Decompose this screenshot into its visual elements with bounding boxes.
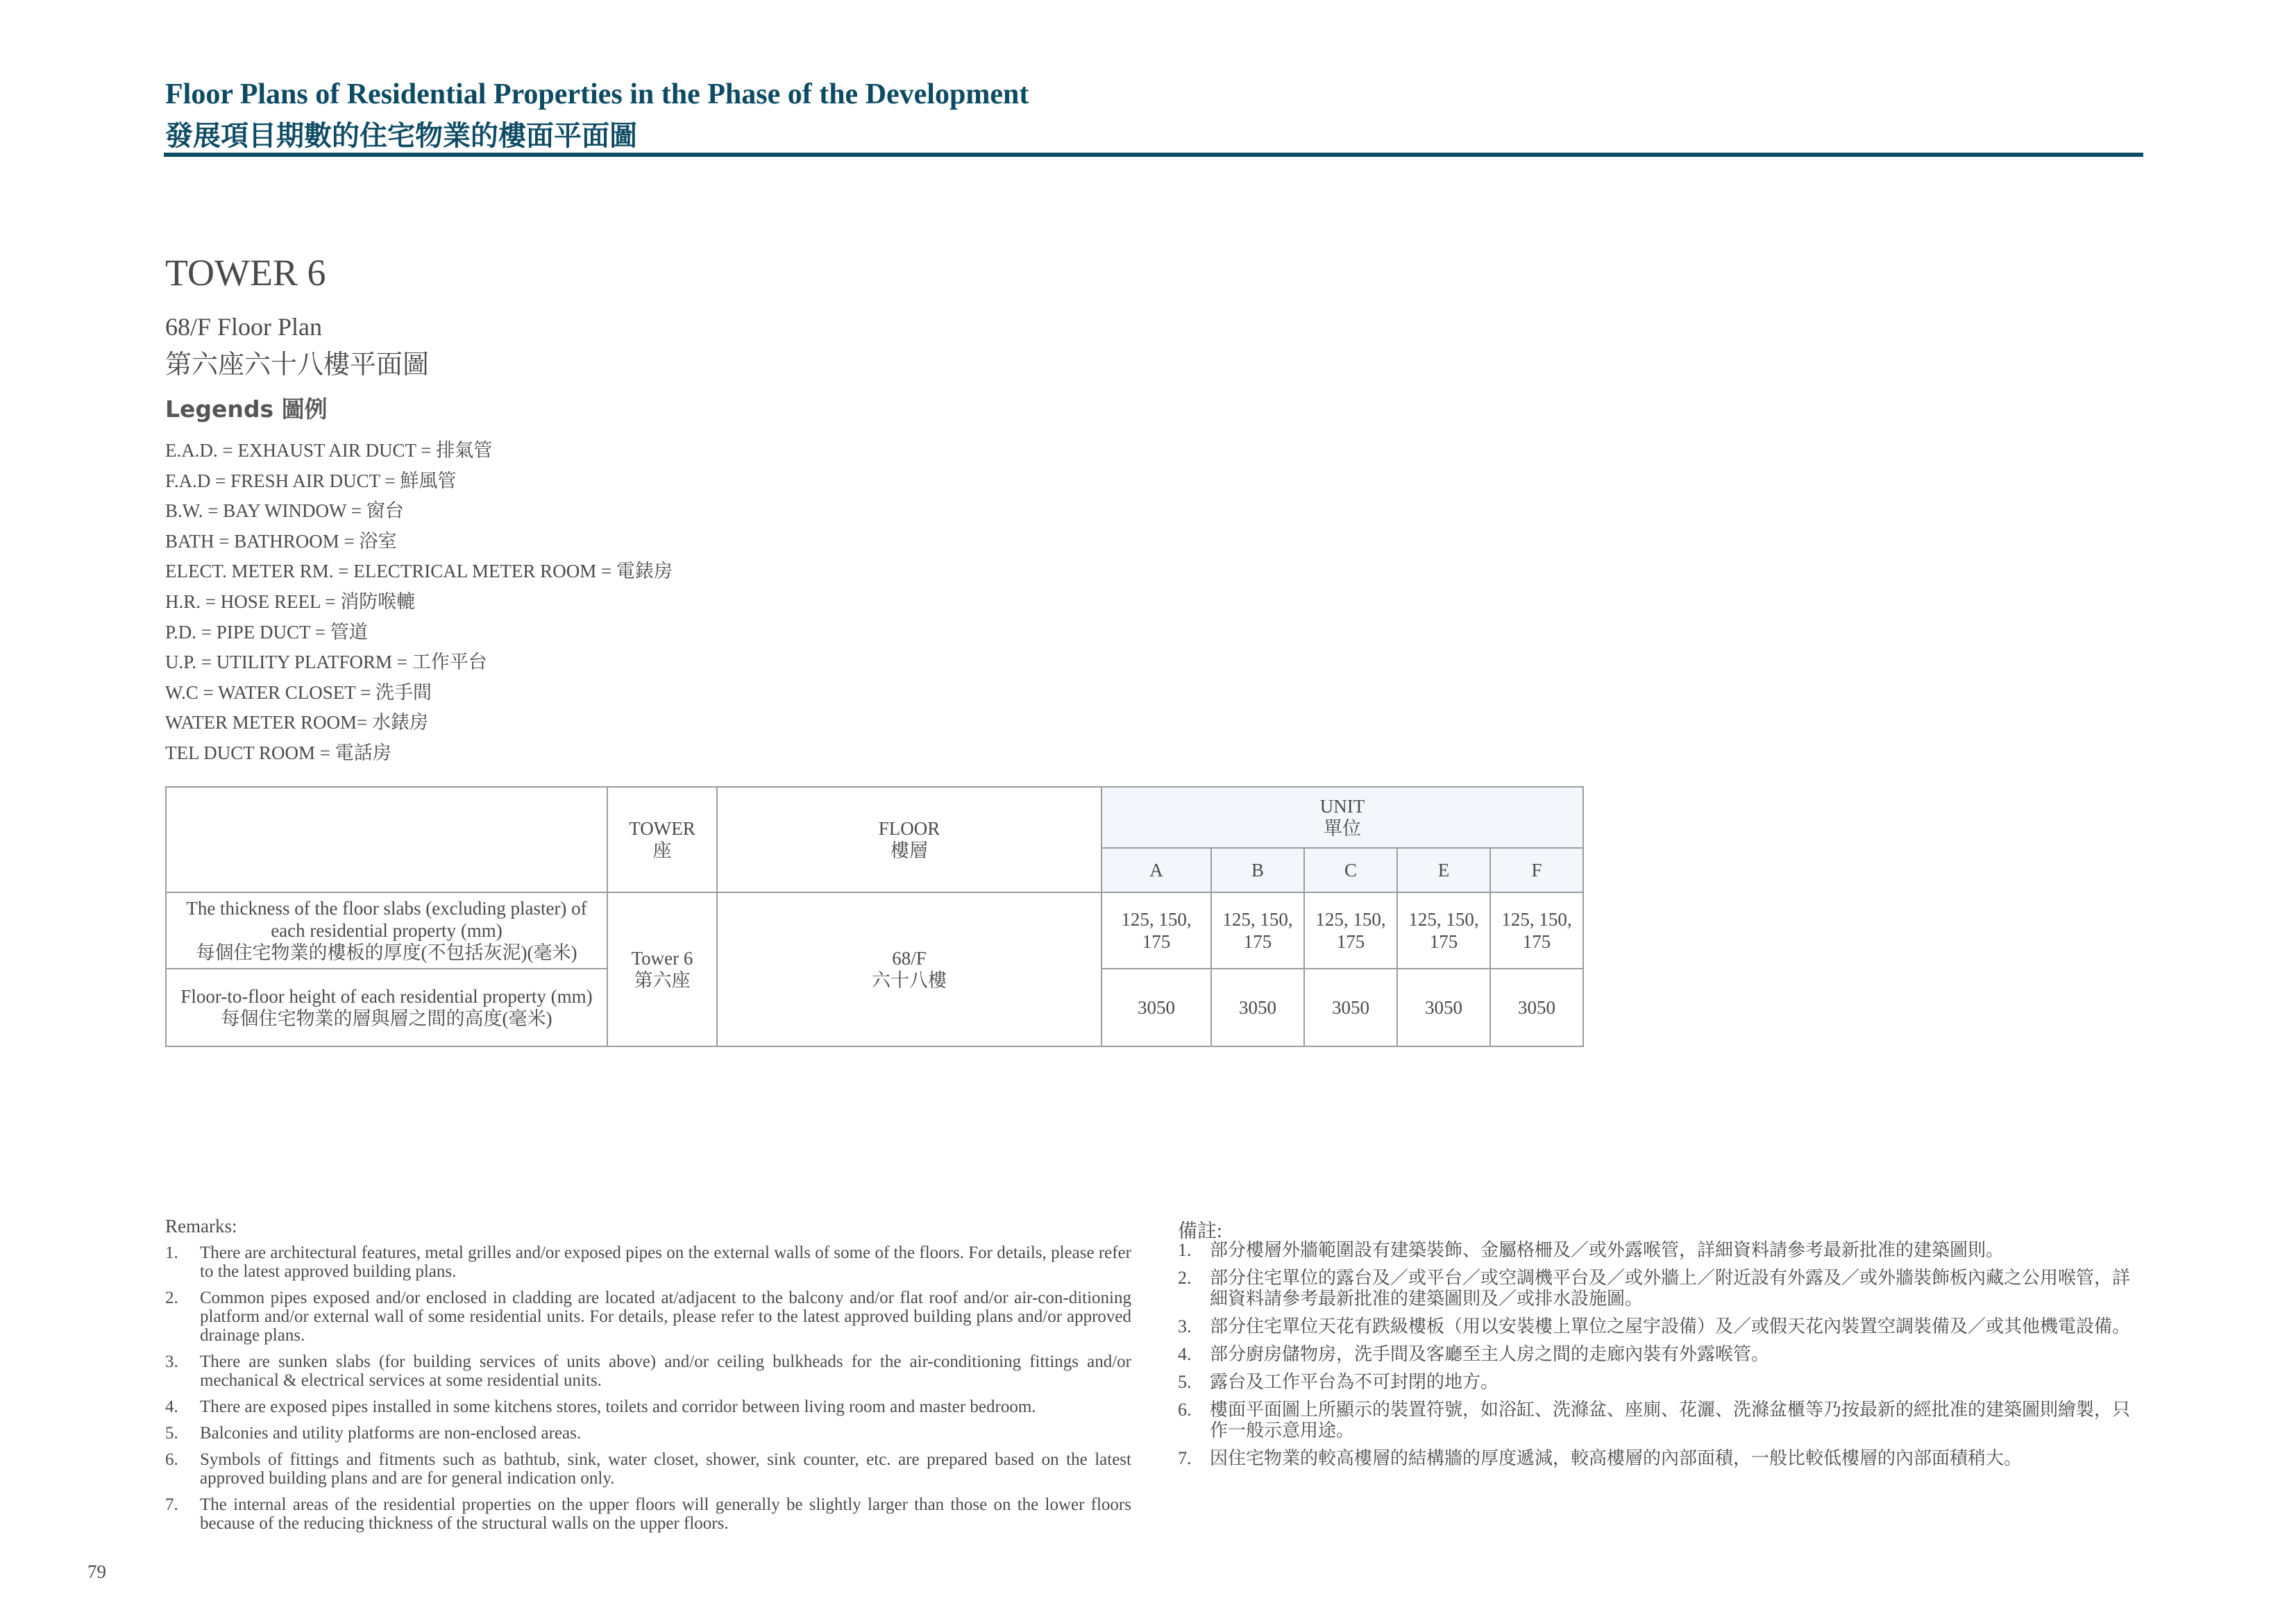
legend-item: TEL DUCT ROOM = 電話房 bbox=[165, 742, 391, 763]
thickness-line: 175 bbox=[1429, 931, 1458, 952]
remark-item bbox=[165, 1397, 1131, 1416]
height-cell: 3050 bbox=[1211, 969, 1304, 1046]
remark-text: There are architectural features, metal grilles and/or exposed pipes on the external walls of some of the floors. For details, please refer to the latest approved building plans. bbox=[200, 1243, 1131, 1281]
legend-item: E.A.D. = EXHAUST AIR DUCT = 排氣管 bbox=[165, 440, 493, 461]
remarks-title-en: Remarks: bbox=[165, 1216, 237, 1237]
remark-item bbox=[1178, 1400, 2144, 1441]
thickness-cell bbox=[1397, 892, 1490, 969]
legend-item: F.A.D = FRESH AIR DUCT = 鮮風管 bbox=[165, 470, 457, 491]
unit-col-header: B bbox=[1211, 848, 1304, 892]
remark-item bbox=[1178, 1448, 2144, 1469]
remark-number: 5. bbox=[165, 1424, 178, 1443]
remark-item bbox=[1178, 1372, 2144, 1393]
remark-text: Symbols of fittings and fitments such as bathtub, sink, water closet, shower, sink counter, etc. are prepared based on the latest approved building plans and are for general indication only. bbox=[200, 1450, 1131, 1488]
plan-title-en: 68/F Floor Plan bbox=[165, 313, 323, 341]
remark-number: 5. bbox=[1178, 1372, 1192, 1392]
remark-item bbox=[165, 1424, 1131, 1443]
remark-number: 3. bbox=[165, 1352, 178, 1371]
thickness-line: 125, 150, bbox=[1121, 909, 1192, 930]
legend-item: H.R. = HOSE REEL = 消防喉轆 bbox=[165, 590, 416, 612]
floor-cell bbox=[717, 892, 1101, 1046]
table-header-unit bbox=[1101, 787, 1583, 848]
remarks-title-zh: 備註: bbox=[1178, 1221, 1222, 1242]
unit-header-zh: 單位 bbox=[1324, 818, 1362, 839]
tower-value-en: Tower 6 bbox=[631, 948, 693, 969]
row-label-en: The thickness of the floor slabs (excluding plaster) of each residential property (mm) bbox=[186, 898, 587, 941]
thickness-line: 175 bbox=[1142, 931, 1171, 952]
row-label-en: Floor-to-floor height of each residential property (mm) bbox=[180, 986, 593, 1007]
remark-number: 7. bbox=[165, 1495, 178, 1514]
legend-item: B.W. = BAY WINDOW = 窗台 bbox=[165, 500, 404, 522]
header-title-en: Floor Plans of Residential Properties in the Phase of the Development bbox=[165, 78, 1029, 110]
row-label-zh: 每個住宅物業的樓板的厚度(不包括灰泥)(毫米) bbox=[196, 942, 577, 963]
remark-number: 6. bbox=[165, 1450, 178, 1469]
tower-header-zh: 座 bbox=[652, 840, 672, 861]
remark-text: The internal areas of the residential properties on the upper floors will generally be slightly larger than those on the lower floors because of the reducing thickness of the structural walls on the upper floors. bbox=[200, 1495, 1131, 1533]
remark-text: 部分樓層外牆範圍設有建築裝飾、金屬格柵及／或外露喉管，詳細資料請參考最新批准的建築圖則。 bbox=[1210, 1240, 2004, 1260]
tower-value-zh: 第六座 bbox=[634, 970, 691, 991]
unit-header-en: UNIT bbox=[1319, 796, 1365, 817]
remark-text: 部分住宅單位的露台及／或平台／或空調機平台及／或外牆上／附近設有外露及／或外牆裝飾板內藏之公用喉管，詳細資料請參考最新批准的建築圖則及／或排水設施圖。 bbox=[1210, 1268, 2131, 1309]
unit-col-header: E bbox=[1397, 848, 1490, 892]
plan-title-zh: 第六座六十八樓平面圖 bbox=[165, 350, 430, 380]
remark-text: There are exposed pipes installed in some kitchens stores, toilets and corridor between living room and master bedroom. bbox=[200, 1397, 1036, 1416]
unit-col-header: A bbox=[1101, 848, 1211, 892]
height-cell: 3050 bbox=[1397, 969, 1490, 1046]
height-cell: 3050 bbox=[1101, 969, 1211, 1046]
thickness-cell bbox=[1101, 892, 1211, 969]
table-header-floor bbox=[717, 787, 1101, 892]
thickness-line: 175 bbox=[1522, 931, 1551, 952]
unit-col-header: C bbox=[1304, 848, 1397, 892]
legend-item: BATH = BATHROOM = 浴室 bbox=[165, 530, 397, 552]
page-number: 79 bbox=[87, 1561, 106, 1582]
thickness-line: 175 bbox=[1243, 931, 1272, 952]
row-label-height bbox=[166, 969, 607, 1046]
tower-cell bbox=[607, 892, 717, 1046]
legends-heading: Legends 圖例 bbox=[165, 396, 328, 423]
legend-item: U.P. = UTILITY PLATFORM = 工作平台 bbox=[165, 652, 487, 673]
legend-item: ELECT. METER RM. = ELECTRICAL METER ROOM = 電錶房 bbox=[165, 561, 673, 582]
remark-item bbox=[165, 1495, 1131, 1533]
remark-item bbox=[1178, 1344, 2144, 1365]
remark-text: 因住宅物業的較高樓層的結構牆的厚度遞減，較高樓層的內部面積，一般比較低樓層的內部面積稍大。 bbox=[1210, 1448, 2023, 1468]
remark-item bbox=[165, 1289, 1131, 1345]
table-header-tower bbox=[607, 787, 717, 892]
remark-text: 部分住宅單位天花有跌級樓板（用以安裝樓上單位之屋宇設備）及／或假天花內裝置空調裝備及／或其他機電設備。 bbox=[1210, 1316, 2131, 1336]
remark-number: 2. bbox=[165, 1289, 178, 1307]
thickness-cell bbox=[1304, 892, 1397, 969]
row-label-zh: 每個住宅物業的層與層之間的高度(毫米) bbox=[221, 1008, 552, 1029]
height-cell: 3050 bbox=[1490, 969, 1583, 1046]
table-header-blank bbox=[166, 787, 607, 892]
header-title-zh: 發展項目期數的住宅物業的樓面平面圖 bbox=[165, 120, 637, 151]
remark-item bbox=[1178, 1268, 2144, 1309]
remark-number: 4. bbox=[165, 1397, 178, 1416]
remark-item bbox=[165, 1450, 1131, 1488]
remark-item bbox=[165, 1243, 1131, 1281]
remarks-list-zh bbox=[1178, 1240, 2144, 1476]
remark-item bbox=[1178, 1316, 2144, 1337]
unit-col-header: F bbox=[1490, 848, 1583, 892]
remark-number: 7. bbox=[1178, 1448, 1192, 1468]
legend-item: P.D. = PIPE DUCT = 管道 bbox=[165, 621, 368, 643]
legend-list bbox=[165, 436, 673, 769]
remark-number: 3. bbox=[1178, 1316, 1192, 1336]
remark-item bbox=[165, 1352, 1131, 1390]
thickness-line: 175 bbox=[1336, 931, 1365, 952]
floor-header-zh: 樓層 bbox=[890, 840, 928, 861]
table-row bbox=[166, 892, 1583, 969]
remark-text: 部分廚房儲物房，洗手間及客廳至主人房之間的走廊內裝有外露喉管。 bbox=[1210, 1344, 1770, 1364]
remark-item bbox=[1178, 1240, 2144, 1261]
floor-header-en: FLOOR bbox=[878, 818, 940, 839]
remark-text: There are sunken slabs (for building services of units above) and/or ceiling bulkheads for the air-conditioning fittings and/or mechanical & electrical services at some residential units. bbox=[200, 1352, 1131, 1390]
header-divider bbox=[164, 153, 2143, 157]
remark-number: 2. bbox=[1178, 1268, 1192, 1288]
remark-text: 露台及工作平台為不可封閉的地方。 bbox=[1210, 1372, 1499, 1392]
floor-value-zh: 六十八樓 bbox=[872, 970, 947, 991]
remark-text: 樓面平面圖上所顯示的裝置符號，如浴缸、洗滌盆、座廁、花灑、洗滌盆櫃等乃按最新的經批准的建築圖則繪製，只作一般示意用途。 bbox=[1210, 1400, 2131, 1441]
remark-number: 1. bbox=[165, 1243, 178, 1262]
thickness-line: 125, 150, bbox=[1222, 909, 1293, 930]
row-label-thickness bbox=[166, 892, 607, 969]
remark-text: Common pipes exposed and/or enclosed in cladding are located at/adjacent to the balcony and/or flat roof and/or air-con-ditioning platform and/or external wall of some residential units. For details, please refer to the latest approved building plans and/or approved drainage plans. bbox=[200, 1289, 1131, 1345]
remark-number: 1. bbox=[1178, 1240, 1192, 1260]
thickness-line: 125, 150, bbox=[1501, 909, 1572, 930]
remark-number: 6. bbox=[1178, 1400, 1192, 1420]
legend-item: WATER METER ROOM= 水錶房 bbox=[165, 712, 428, 733]
remark-text: Balconies and utility platforms are non-enclosed areas. bbox=[200, 1424, 582, 1443]
floor-value-en: 68/F bbox=[892, 948, 927, 969]
thickness-line: 125, 150, bbox=[1408, 909, 1479, 930]
floor-spec-table bbox=[165, 786, 1584, 1047]
tower-title: TOWER 6 bbox=[165, 252, 326, 294]
thickness-cell bbox=[1490, 892, 1583, 969]
thickness-line: 125, 150, bbox=[1315, 909, 1386, 930]
tower-header-en: TOWER bbox=[629, 818, 695, 839]
height-cell: 3050 bbox=[1304, 969, 1397, 1046]
legend-item: W.C = WATER CLOSET = 洗手間 bbox=[165, 681, 432, 703]
remarks-list-en bbox=[165, 1243, 1131, 1540]
remark-number: 4. bbox=[1178, 1344, 1192, 1364]
thickness-cell bbox=[1211, 892, 1304, 969]
